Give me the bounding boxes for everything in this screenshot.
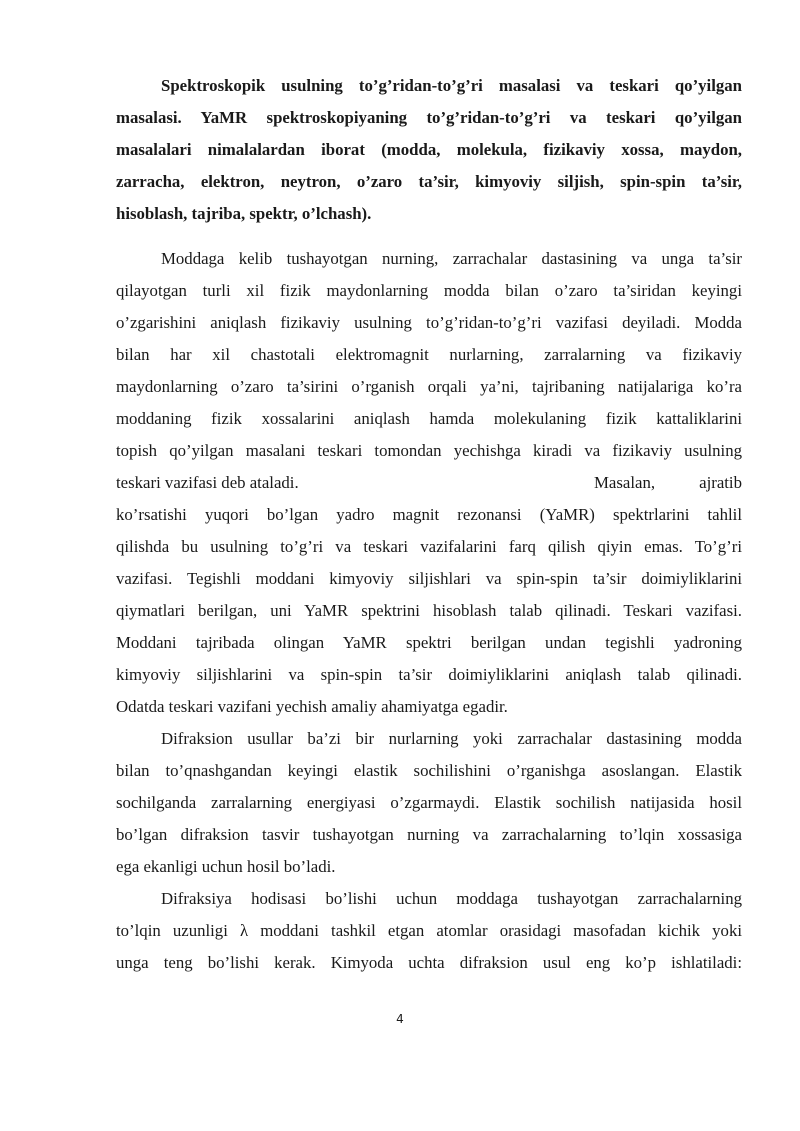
paragraph-line: o’zgarishini aniqlash fizikaviy usulning to’g’ridan-to’g’ri vazifasi deyiladi. Modda (116, 313, 742, 332)
paragraph-line: unga teng bo’lishi kerak. Kimyoda uchta difraksion usul eng ko’p ishlatiladi: (116, 953, 742, 972)
paragraph-diffraction-condition (116, 883, 742, 979)
paragraph-direct-inverse-task (116, 243, 742, 723)
paragraph-line: Difraksion usullar ba’zi bir nurlarning yoki zarrachalar dastasining modda (161, 729, 742, 748)
heading-line: masalasi. YaMR spektroskopiyaning to’g’ridan-to’g’ri va teskari qo’yilgan (116, 108, 742, 127)
heading-line: Spektroskopik usulning to’g’ridan-to’g’ri masalasi va teskari qo’yilgan (161, 76, 742, 95)
paragraph-line: vazifasi. Tegishli moddani kimyoviy siljishlari va spin-spin ta’sir doimiyliklarini (116, 569, 742, 588)
heading-line: masalalari nimalalardan iborat (modda, molekula, fizikaviy xossa, maydon, (116, 140, 742, 159)
paragraph-line: qiymatlari berilgan, uni YaMR spektrini hisoblash talab qilinadi. Teskari vazifasi. (116, 601, 742, 620)
paragraph-line: topish qo’yilgan masalani teskari tomondan yechishga kiradi va fizikaviy usulning (116, 441, 742, 460)
paragraph-line: ko’rsatishi yuqori bo’lgan yadro magnit rezonansi (YaMR) spektrlarini tahlil (116, 505, 742, 524)
paragraph-line: sochilganda zarralarning energiyasi o’zgarmaydi. Elastik sochilish natijasida hosil (116, 793, 742, 812)
paragraph-line: Moddani tajribada olingan YaMR spektri berilgan undan tegishli yadroning (116, 633, 742, 652)
paragraph-line: maydonlarning o’zaro ta’sirini o’rganish orqali ya’ni, tajribaning natijalariga ko’ra (116, 377, 742, 396)
paragraph-line: bo’lgan difraksion tasvir tushayotgan nurning va zarrachalarning to’lqin xossasiga (116, 825, 742, 844)
heading-line: zarracha, elektron, neytron, o’zaro ta’sir, kimyoviy siljish, spin-spin ta’sir, (116, 172, 742, 191)
heading-line: hisoblash, tajriba, spektr, o’lchash). (116, 204, 372, 223)
section-heading (116, 70, 742, 230)
split-left-text: teskari vazifasi deb ataladi. (116, 473, 299, 492)
paragraph-diffraction-methods (116, 723, 742, 883)
page-number: 4 (396, 1012, 404, 1026)
paragraph-line: Odatda teskari vazifani yechish amaliy ahamiyatga egadir. (116, 697, 508, 716)
paragraph-line: moddaning fizik xossalarini aniqlash hamda molekulaning fizik kattaliklarini (116, 409, 742, 428)
split-word: Masalan, (594, 473, 656, 492)
paragraph-line: bilan to’qnashgandan keyingi elastik sochilishini o’rganishga asoslangan. Elastik (116, 761, 742, 780)
paragraph-line: bilan har xil chastotali elektromagnit nurlarning, zarralarning va fizikaviy (116, 345, 742, 364)
paragraph-line: Difraksiya hodisasi bo’lishi uchun moddaga tushayotgan zarrachalarning (161, 889, 742, 908)
split-word: ajratib (699, 473, 742, 492)
paragraph-line-split (116, 467, 742, 499)
paragraph-line: ega ekanligi uchun hosil bo’ladi. (116, 857, 336, 876)
paragraph-line: to’lqin uzunligi λ moddani tashkil etgan atomlar orasidagi masofadan kichik yoki (116, 921, 742, 940)
paragraph-line: qilishda bu usulning to’g’ri va teskari vazifalarini farq qilish qiyin emas. To’g’ri (116, 537, 742, 556)
paragraph-line: qilayotgan turli xil fizik maydonlarning modda bilan o’zaro ta’siridan keyingi (116, 281, 742, 300)
paragraph-line: kimyoviy siljishlarini va spin-spin ta’sir doimiyliklarini aniqlash talab qilinadi. (116, 665, 742, 684)
document-page (116, 70, 742, 979)
paragraph-line: Moddaga kelib tushayotgan nurning, zarrachalar dastasining va unga ta’sir (161, 249, 742, 268)
